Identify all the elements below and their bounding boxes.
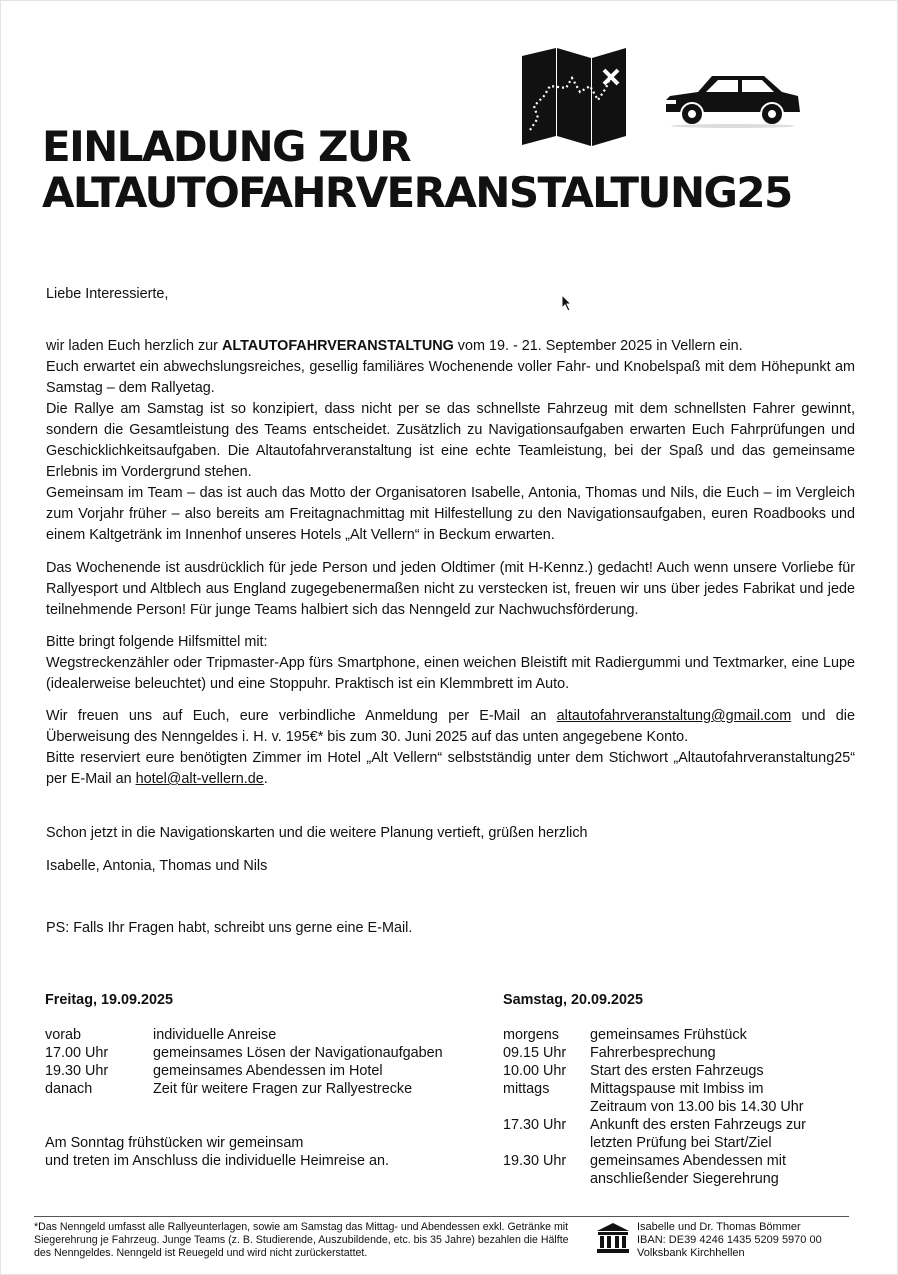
letter-body	[46, 336, 855, 546]
closing-line	[46, 823, 855, 844]
footnote: *Das Nenngeld umfasst alle Rallyeunterlagen, sowie am Samstag das Mittag- und Abendessen exkl. Getränke mit Siegerehrung je Fahrzeug. Junge Teams (z. B. Studierende, Auszubildende, etc. bis 35 Jahre) bezahlen die Hälfte des Nenngeldes. Nenngeld ist Reuegeld und wird nicht zurückerstattet.	[34, 1221, 569, 1259]
friday-event: individuelle Anreise	[153, 1027, 277, 1043]
letter-greeting	[46, 284, 855, 305]
friday-time: 19.30 Uhr	[45, 1063, 109, 1079]
bank-account-holder: Isabelle und Dr. Thomas Bömmer	[637, 1221, 801, 1233]
registration-text	[46, 706, 855, 748]
hotel-text	[46, 748, 855, 790]
signature-line	[46, 856, 855, 877]
friday-time: 17.00 Uhr	[45, 1045, 109, 1061]
saturday-event	[590, 1080, 806, 1116]
saturday-time: mittags	[503, 1081, 550, 1097]
saturday-heading: Samstag, 20.09.2025	[503, 992, 644, 1008]
bank-name: Volksbank Kirchhellen	[637, 1247, 745, 1259]
greeting-text: Liebe Interessierte,	[46, 286, 169, 302]
intro-paragraph	[46, 336, 855, 357]
saturday-schedule	[503, 1026, 806, 1188]
saturday-event	[590, 1152, 806, 1188]
friday-event: Zeit für weitere Fragen zur Rallyestrecke	[153, 1081, 413, 1097]
friday-heading: Freitag, 19.09.2025	[45, 992, 173, 1008]
saturday-event: Start des ersten Fahrzeugs	[590, 1063, 764, 1079]
intro-text-end: vom 19. - 21. September 2025 in Vellern ein.	[453, 338, 743, 354]
friday-event: gemeinsames Abendessen im Hotel	[153, 1063, 383, 1079]
bank-iban: IBAN: DE39 4246 1435 5209 5970 00	[637, 1234, 822, 1246]
paragraph-team: Gemeinsam im Team – das ist auch das Motto der Organisatoren Isabelle, Antonia, Thomas und Nils, die Euch – im Vergleich zum Vorjahr früher – also bereits am Freitagnachmittag mit Hilfestellung zu den Navigationsaufgaben, euren Roadbooks und einem Kaltgetränk im Innenhof unseres Hotels „Alt Vellern“ in Beckum erwarten.	[46, 485, 855, 543]
sunday-note-line-1: Am Sonntag frühstücken wir gemeinsam	[45, 1135, 304, 1151]
signature-text: Isabelle, Antonia, Thomas und Nils	[46, 858, 268, 874]
table-row	[503, 1152, 806, 1188]
page-title	[42, 124, 792, 216]
saturday-event-line-1: Ankunft des ersten Fahrzeugs zur	[590, 1117, 806, 1133]
saturday-event: Fahrerbesprechung	[590, 1045, 716, 1061]
equipment-list: Wegstreckenzähler oder Tripmaster-App fürs Smartphone, einen weichen Bleistift mit Radiergummi und Textmarker, eine Lupe (idealerweise beleuchtet) und eine Stoppuhr. Praktisch ist ein Klemmbrett im Auto.	[46, 655, 855, 692]
bank-details	[637, 1221, 822, 1260]
paragraph-weekend: Euch erwartet ein abwechslungsreiches, gesellig familiäres Wochenende voller Fahr- und Knobelspaß mit dem Höhepunkt am Samstag – dem Rallyetag.	[46, 359, 855, 396]
table-row	[45, 1080, 443, 1098]
hotel-email-link[interactable]: hotel@alt-vellern.de	[135, 771, 264, 787]
closing-text: Schon jetzt in die Navigationskarten und die weitere Planung vertieft, grüßen herzlich	[46, 825, 588, 841]
car-icon	[664, 70, 802, 128]
postscript-line	[46, 918, 855, 939]
equipment-heading: Bitte bringt folgende Hilfsmittel mit:	[46, 634, 268, 650]
saturday-event-line-1: Mittagspause mit Imbiss im	[590, 1081, 764, 1097]
saturday-event-line-2: anschließender Siegerehrung	[590, 1171, 779, 1187]
hotel-text-end: .	[263, 771, 268, 787]
saturday-event: gemeinsames Frühstück	[590, 1027, 747, 1043]
registration-text-end: und die Überweisung des Nenngeldes i. H. v. 195€* bis zum 30. Juni 2025 auf das unten angegebene Konto.	[46, 708, 855, 745]
bank-building-icon	[596, 1222, 630, 1254]
saturday-time: 10.00 Uhr	[503, 1063, 567, 1079]
friday-time: danach	[45, 1081, 93, 1097]
friday-time: vorab	[45, 1027, 81, 1043]
table-row	[503, 1080, 806, 1116]
sunday-note-line-2: und treten im Anschluss die individuelle Heimreise an.	[45, 1153, 389, 1169]
title-line-2: ALTAUTOFAHRVERANSTALTUNG25	[42, 168, 792, 217]
paragraph-oldtimer-text: Das Wochenende ist ausdrücklich für jede Person und jeden Oldtimer (mit H-Kennz.) gedacht! Auch wenn unsere Vorliebe für Rallyesport und Altblech aus England zugegebenermaßen nicht zu verstecken ist, freuen wir uns über jedes Fabrikat und jede teilnehmende Person! Für junge Teams halbiert sich das Nenngeld zur Nachwuchsförderung.	[46, 560, 855, 618]
paragraph-equipment	[46, 632, 855, 695]
table-row	[503, 1116, 806, 1152]
saturday-time: 09.15 Uhr	[503, 1045, 567, 1061]
table-row	[503, 1026, 806, 1044]
postscript-text: PS: Falls Ihr Fragen habt, schreibt uns gerne eine E-Mail.	[46, 920, 413, 936]
saturday-time: 17.30 Uhr	[503, 1117, 567, 1133]
saturday-event-line-2: letzten Prüfung bei Start/Ziel	[590, 1135, 772, 1151]
table-row	[45, 1026, 443, 1044]
paragraph-rallye: Die Rallye am Samstag ist so konzipiert, dass nicht per se das schnellste Fahrzeug mit dem schnellsten Fahrer gewinnt, sondern die Gesamtleistung des Teams entscheidet. Zusätzlich zu Navigationsaufgaben erwarten Euch Fahrprüfungen und Geschicklichkeitsaufgaben. Die Altautofahrveranstaltung ist eine echte Teamleistung, bei der Spaß und das gemeinsame Erlebnis im Vordergrund stehen.	[46, 401, 855, 480]
table-row	[503, 1062, 806, 1080]
table-row	[503, 1044, 806, 1062]
intro-event-name: ALTAUTOFAHRVERANSTALTUNG	[221, 338, 454, 354]
paragraph-oldtimer	[46, 558, 855, 621]
saturday-event-line-1: gemeinsames Abendessen mit	[590, 1153, 786, 1169]
registration-text-start: Wir freuen uns auf Euch, eure verbindliche Anmeldung per E-Mail an	[46, 708, 557, 724]
title-line-1: EINLADUNG ZUR	[42, 122, 411, 171]
registration-email-link[interactable]: altautofahrveranstaltung@gmail.com	[556, 708, 792, 724]
hotel-text-start: Bitte reserviert eure benötigten Zimmer im Hotel „Alt Vellern“ selbstständig unter dem Stichwort „Altautofahrveranstaltung25“ per E-Mail an	[46, 750, 855, 787]
table-row	[45, 1062, 443, 1080]
friday-event: gemeinsames Lösen der Navigationaufgaben	[153, 1045, 443, 1061]
footer-divider	[34, 1216, 849, 1217]
saturday-time: 19.30 Uhr	[503, 1153, 567, 1169]
sunday-note	[45, 1134, 389, 1170]
table-row	[45, 1044, 443, 1062]
saturday-time: morgens	[503, 1027, 559, 1043]
intro-text-start: wir laden Euch herzlich zur	[46, 338, 222, 354]
friday-schedule	[45, 1026, 443, 1098]
saturday-event	[590, 1116, 806, 1152]
paragraph-registration	[46, 706, 855, 790]
saturday-event-line-2: Zeitraum von 13.00 bis 14.30 Uhr	[590, 1099, 804, 1115]
